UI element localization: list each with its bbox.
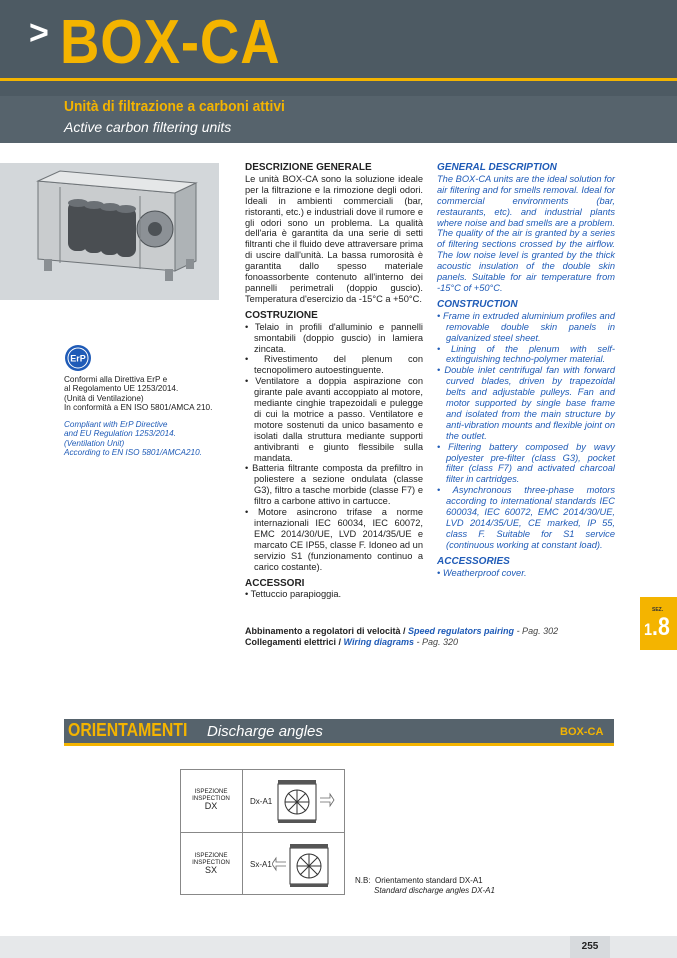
list-item: • Lining of the plenum with self-extinguishing techno-polymer material. — [437, 344, 615, 366]
description-text: Le unità BOX-CA sono la soluzione ideale per la filtrazione e la rimozione degli odori. Ideali in ambienti commerciali (bar, ristoranti, etc.) e industriali dove il rumore e gli odori sono un problema. La qualità dell'aria è garantita da una serie di setti filtranti che il fluido deve attraversare prima di uscire dall'unità. La bassa rumorosità è garantita dallo spesso materiale fonoassorbente contenuto all'interno dei pannelli perimetrali (doppio guscio). Temperatura d'esercizio da -15°C a +50°C. — [245, 173, 423, 304]
inspection-label-dx: ISPEZIONE INSPECTION DX — [192, 788, 230, 812]
title-arrow: > — [29, 14, 49, 52]
list-item: • Double inlet centrifugal fan with forward curved blades, driven by trapezoidal belts and adjustable pulleys. Fan and motor supported by single base frame and isolated from the main structure by anti-vibration mounts and flexible joint on the outlet. — [437, 365, 615, 441]
section-heading: COSTRUZIONE — [245, 309, 318, 321]
list-item: • Filtering battery composed by wavy polyester pre-filter (class G3), pocket filter (class F7) and activated charcoal filter in cartridges. — [437, 442, 615, 486]
list-item: • Tettuccio parapioggia. — [245, 589, 423, 600]
section-heading: ACCESSORI — [245, 577, 305, 589]
svg-text:ErP: ErP — [70, 353, 86, 364]
section-heading: CONSTRUCTION — [437, 298, 518, 310]
list-item: • Asynchronous three-phase motors according to international standards IEC 600034, IEC 60072, EMC 2014/30/UE, LVD 2014/35/UE, CE marked, IP 55, class F. Suitable for S1 service (continuous working at constant load). — [437, 485, 615, 550]
description-text: The BOX-CA units are the ideal solution for air filtering and for smells removal. Ideal for commercial environments (bar, restaurants, etc). and industrial plants where noise and bad smells are a problem. The quality of the air is granted by a series of filtering sections crossed by the airflow. The low noise level is granted by the thick acoustic insulation of the double skin panels. Suitable for air temperature from -15°C of +50°C. — [437, 173, 615, 293]
italian-column — [245, 163, 423, 606]
discharge-angles-title: ORIENTAMENTI — [68, 720, 188, 740]
compliance-english: Compliant with ErP Directive and EU Regulation 1253/2014. (Ventilation Unit) According to EN ISO 5801/AMCA210. — [64, 420, 202, 457]
subtitle-english: Active carbon filtering units — [64, 119, 232, 135]
construction-list — [437, 311, 615, 551]
table-divider — [180, 832, 344, 833]
table-divider — [242, 769, 243, 894]
list-item: • Telaio in profili d'alluminio e pannelli smontabili (doppio guscio) in lamiera zincata. — [245, 322, 423, 355]
list-item: • Weatherproof cover. — [437, 568, 615, 579]
config-label-sx: Sx-A1 — [250, 860, 272, 869]
list-item: • Frame in extruded aluminium profiles and removable double skin panels in galvanized steel sheet. — [437, 311, 615, 344]
discharge-angles-model: BOX-CA — [560, 726, 604, 738]
fan-diagram-sx-icon — [272, 842, 332, 888]
section-tab-label: SEZ. — [652, 607, 664, 613]
config-label-dx: Dx-A1 — [250, 797, 273, 806]
compliance-italian: Conformi alla Direttiva ErP e al Regolamento UE 1253/2014. (Unità di Ventilazione) In conformità a EN ISO 5801/AMCA 210. — [64, 375, 213, 412]
section-heading: ACCESSORIES — [437, 555, 510, 567]
section-heading: GENERAL DESCRIPTION — [437, 162, 557, 173]
list-item: • Rivestimento del plenum con tecnopolimero autoestinguente. — [245, 354, 423, 376]
discharge-angles-subtitle: Discharge angles — [207, 723, 323, 740]
list-item: • Ventilatore a doppia aspirazione con girante pale avanti accoppiato al motore, mediante cinghie trapezoidali e pulegge di cui la motrice a passo. Ventilatore e motore sostenuti da unico basamento e isolati dalla struttura mediante supporti antivibranti e giunto flessibile sulla mandata. — [245, 376, 423, 463]
page-number: 255 — [570, 936, 610, 958]
list-item: • Batteria filtrante composta da prefiltro in poliestere a sezione ondulata (classe G3), filtro a tasche morbide (classe F7) e filtro a carbone attivo in cartucce. — [245, 463, 423, 507]
subtitle-italian: Unità di filtrazione a carboni attivi — [64, 98, 285, 115]
list-item: • Motore asincrono trifase a norme internazionali IEC 60034, IEC 60072, EMC 2014/30/UE, LVD 2014/35/UE e marcato CE IP55, classe F. Idoneo ad un servizio S1 (funzionamento continuo a carico costante). — [245, 507, 423, 572]
page-title: BOX-CA — [60, 8, 281, 77]
standard-orientation-note: N.B: Orientamento standard DX-A1 Standard discharge angles DX-A1 — [355, 876, 495, 895]
wiring-diagrams-link[interactable]: Collegamenti elettrici / Wiring diagrams - Pag. 320 — [245, 637, 458, 647]
construction-list — [245, 322, 423, 573]
inspection-label-sx: ISPEZIONE INSPECTION SX — [192, 852, 230, 876]
accessories-list — [437, 568, 615, 579]
product-image — [0, 163, 219, 300]
speed-regulators-link[interactable]: Abbinamento a regolatori di velocità / Speed regulators pairing - Pag. 302 — [245, 626, 559, 636]
erp-badge — [64, 344, 92, 377]
erp-logo-icon — [64, 344, 92, 372]
section-heading: DESCRIZIONE GENERALE — [245, 162, 372, 173]
english-column — [437, 163, 615, 585]
cross-references — [245, 626, 558, 648]
fan-diagram-dx-icon — [276, 778, 336, 824]
section-tab-number: 1.8 — [644, 613, 670, 641]
accessories-list — [245, 589, 423, 600]
box-ca-unit-illustration — [0, 163, 219, 300]
